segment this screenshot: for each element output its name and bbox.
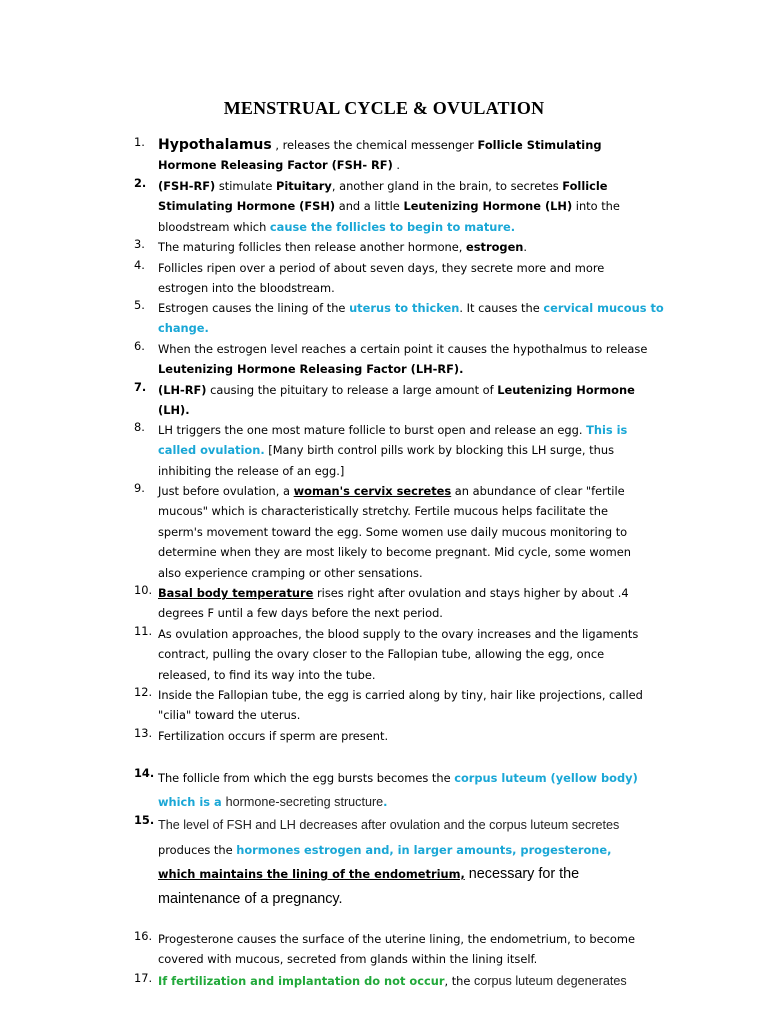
item-number: 13. [134,726,153,740]
item-number: 14. [134,766,155,780]
item-number: 9. [134,481,145,495]
document-page: MENSTRUAL CYCLE & OVULATION 1. Hypothalamus , releases the chemical messenger Follicle Stimulating Hormone Releasing Factor (FSH- RF) . 2. (FSH-RF) stimulate Pituitary, another gland in the brain, to secretes Follicle Stimulating Hormone (FSH) and a little Leutenizing Hormone (LH) into the bloodstream which cause the follicles to begin to mature. 3. The maturing follicles then release another hormone, estrogen. 4. Follicles ripen over a period of about seven days, they secrete more and more estrogen into the bloodstream. 5. Estrogen causes the lining of the uterus to thicken. It causes the cervical mucous to change. 6. When the estrogen level reaches a certain point it causes the hypothalmus to release Leutenizing Hormone Releasing Factor (LH-RF). 7. (LH-RF) causing the pituitary to release a large amount of Leutenizing Hormone (LH). 8. LH triggers the one most mature follicle to burst open and release an egg. This is called ovulation. [Many birth control pills work by blocking this LH surge, thus inhibiting the release of an egg.] 9. Just before ovulation, a woman's cervix secretes an abundance of clear "fertile mucous" which is characteristically stretchy. Fertile mucous helps facilitate the sperm's movement toward the egg. Some women use daily mucous monitoring to determine when they are most likely to become pregnant. Mid cycle, some women also experience cramping or other sensations. 10. Basal body temperature rises right after ovulation and stays higher by about .4 degrees F until a few days before the next period. 11. As ovulation approaches, the blood supply to the ovary increases and the ligaments contract, pulling the ovary closer to the Fallopian tube, allowing the egg, once released, to find its way into the tube. 12. Inside the Fallopian tube, the egg is carried along by tiny, hair like projections, called "cilia" toward the uterus. 13. Fertilization occurs if sperm are present. 14. The follicle from which the egg bursts becomes the corpus luteum (yellow body) which is a hormone-secreting structure. 15. The level of FSH and LH decreases after ovulation and the corpus luteum secretes produces the hormones estrogen and, in larger amounts, progesterone, which maintains the lining of the endometrium, necessary for the maintenance of a pregnancy. 16. Progesterone causes the surface of the uterine lining, the endometrium, to become covered with mucous, secreted from glands within the lining itself. 17. If fertilization and implantation do not occur, the corpus luteum degenerates [0,0,768,1024]
item-number: 3. [134,237,145,251]
item-number: 12. [134,685,153,699]
item-number: 17. [134,971,153,985]
item-number: 16. [134,929,153,943]
item-number: 8. [134,420,145,434]
page-title: MENSTRUAL CYCLE & OVULATION [223,98,545,118]
item-number: 7. [134,380,147,394]
item-number: 11. [134,624,153,638]
item-number: 2. [134,176,147,190]
item-number: 4. [134,258,145,272]
item-number: 5. [134,298,145,312]
item-number: 1. [134,135,145,149]
item-number: 10. [134,583,153,597]
item-number: 6. [134,339,145,353]
item-number: 15. [134,813,155,827]
